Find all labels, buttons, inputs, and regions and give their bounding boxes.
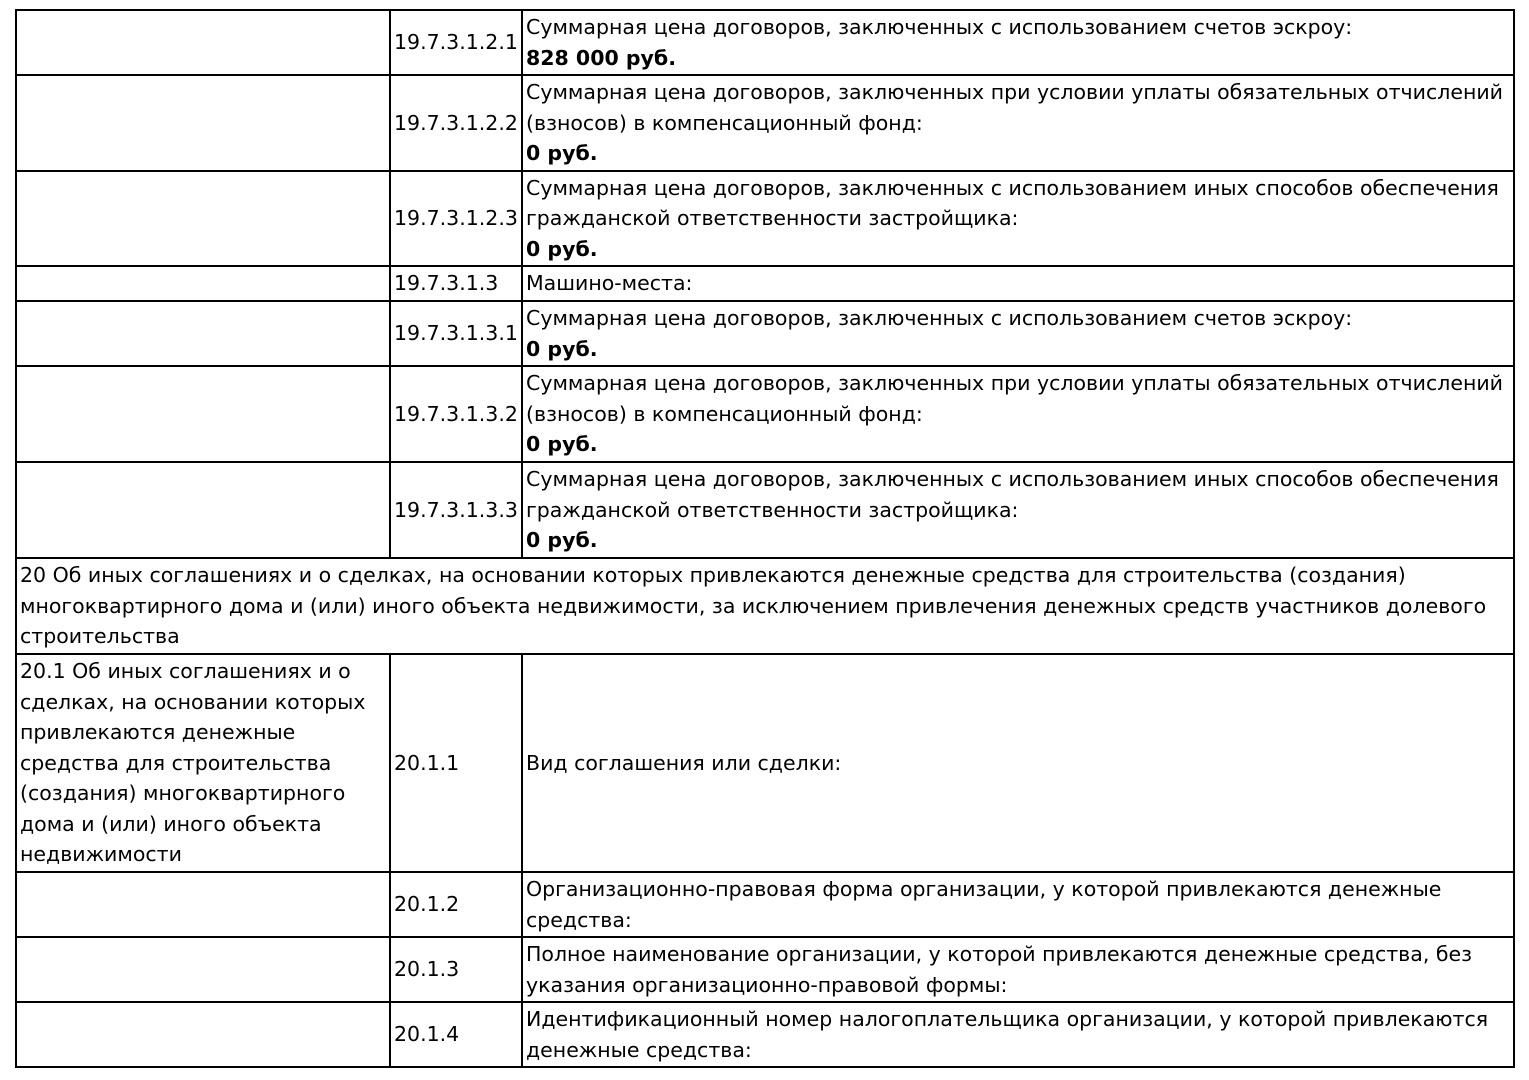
item-value: 0 руб. (526, 432, 598, 457)
empty-label-cell (16, 75, 390, 171)
item-description: Суммарная цена договоров, заключенных с использованием счетов эскроу: (526, 15, 1353, 39)
empty-label-cell (16, 872, 390, 937)
item-value: 0 руб. (526, 236, 598, 261)
item-number: 19.7.3.1.2.3 (390, 171, 522, 266)
item-description-cell (522, 75, 1514, 171)
item-number: 20.1.2 (390, 872, 522, 937)
section-heading-row (16, 558, 1514, 654)
empty-label-cell (16, 462, 390, 558)
item-value: 0 руб. (526, 141, 598, 166)
table-row (16, 366, 1514, 462)
table-row (16, 937, 1514, 1002)
empty-label-cell (16, 366, 390, 462)
item-description-cell (522, 301, 1514, 366)
table-row (16, 462, 1514, 558)
empty-label-cell (16, 1002, 390, 1067)
item-description: Суммарная цена договоров, заключенных с использованием счетов эскроу: (526, 306, 1353, 330)
table-row (16, 266, 1514, 301)
empty-label-cell (16, 171, 390, 266)
item-value: 0 руб. (526, 336, 598, 361)
empty-label-cell (16, 10, 390, 75)
item-number: 19.7.3.1.3.3 (390, 462, 522, 558)
item-description: Суммарная цена договоров, заключенных с использованием иных способов обеспечения гражданской ответственности застройщика: (526, 175, 1499, 231)
item-number: 20.1.3 (390, 937, 522, 1002)
item-description-cell (522, 366, 1514, 462)
item-value: 828 000 руб. (526, 45, 676, 70)
empty-label-cell (16, 937, 390, 1002)
table-row (16, 10, 1514, 75)
item-description-cell (522, 10, 1514, 75)
item-description-cell (522, 462, 1514, 558)
table-row (16, 654, 1514, 872)
item-description: Полное наименование организации, у которой привлекаются денежные средства, без указания организационно-правовой формы: (522, 937, 1514, 1002)
table-row (16, 301, 1514, 366)
table-row (16, 75, 1514, 171)
empty-label-cell (16, 266, 390, 301)
table-row (16, 1002, 1514, 1067)
item-description: Вид соглашения или сделки: (522, 654, 1514, 872)
item-description: Суммарная цена договоров, заключенных при условии уплаты обязательных отчислений (взносов) в компенсационный фонд: (526, 80, 1504, 135)
item-description: Суммарная цена договоров, заключенных с использованием иных способов обеспечения гражданской ответственности застройщика: (526, 467, 1499, 522)
item-value: 0 руб. (526, 528, 598, 553)
item-description-cell (522, 266, 1514, 301)
item-description: Машино-места: (526, 271, 693, 296)
item-description: Суммарная цена договоров, заключенных при условии уплаты обязательных отчислений (взносов) в компенсационный фонд: (526, 371, 1504, 426)
item-number: 19.7.3.1.3 (390, 266, 522, 301)
table-row (16, 171, 1514, 266)
item-number: 20.1.4 (390, 1002, 522, 1067)
disclosure-table (15, 9, 1515, 1068)
item-number: 19.7.3.1.3.2 (390, 366, 522, 462)
empty-label-cell (16, 301, 390, 366)
item-description-cell (522, 171, 1514, 266)
item-description: Идентификационный номер налогоплательщика организации, у которой привлекаются денежные средства: (522, 1002, 1514, 1067)
section-heading: 20 Об иных соглашениях и о сделках, на основании которых привлекаются денежные средства для строительства (создания) многоквартирного дома и (или) иного объекта недвижимости, за исключением привлечения денежных средств участников долевого строительства (16, 558, 1514, 654)
item-number: 19.7.3.1.2.2 (390, 75, 522, 171)
item-number: 20.1.1 (390, 654, 522, 872)
table-row (16, 872, 1514, 937)
item-number: 19.7.3.1.2.1 (390, 10, 522, 75)
subsection-label: 20.1 Об иных соглашениях и о сделках, на основании которых привлекаются денежные средства для строительства (создания) многоквартирного дома и (или) иного объекта недвижимости (16, 654, 390, 872)
item-number: 19.7.3.1.3.1 (390, 301, 522, 366)
item-description: Организационно-правовая форма организации, у которой привлекаются денежные средства: (522, 872, 1514, 937)
